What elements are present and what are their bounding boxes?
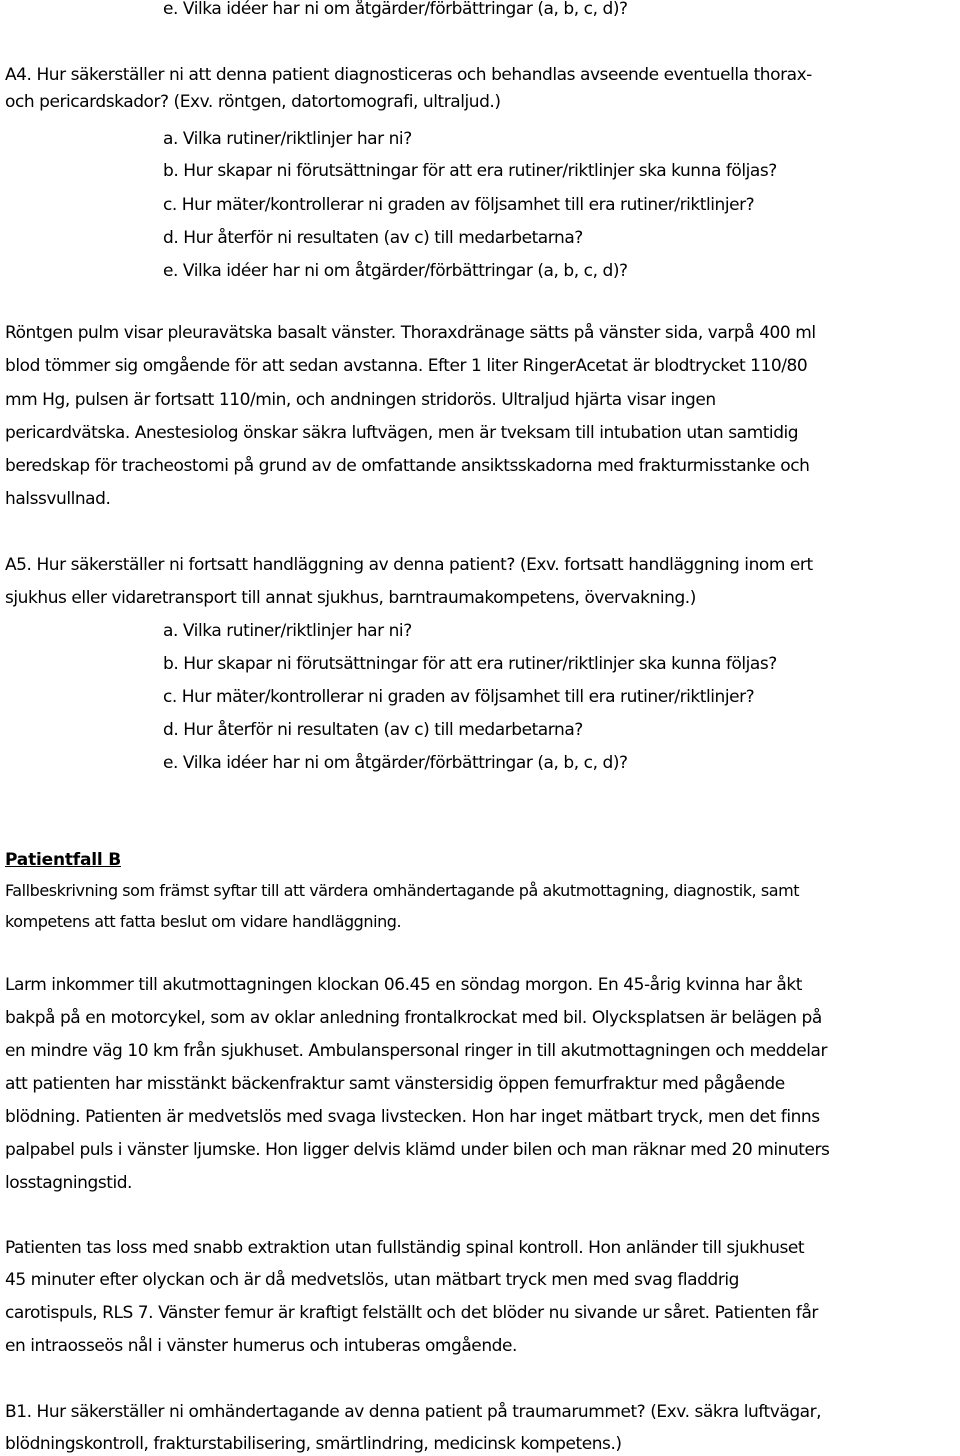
case-paragraph-line: en mindre väg 10 km från sjukhuset. Ambulanspersonal ringer in till akutmottagningen och meddelar: [5, 1041, 828, 1061]
question-a5e: e. Vilka idéer har ni om åtgärder/förbättringar (a, b, c, d)?: [163, 753, 628, 773]
question-a5-line-1: A5. Hur säkerställer ni fortsatt handläggning av denna patient? (Exv. fortsatt handläggning inom ert: [5, 555, 813, 575]
case-paragraph-line: halssvullnad.: [5, 489, 111, 509]
case-paragraph-line: att patienten har misstänkt bäckenfraktur samt vänstersidig öppen femurfraktur med pågående: [5, 1074, 785, 1094]
question-a4d: d. Hur återför ni resultaten (av c) till medarbetarna?: [163, 228, 583, 248]
case-paragraph-line: blödning. Patienten är medvetslös med svaga livstecken. Hon har inget mätbart tryck, men det finns: [5, 1107, 820, 1127]
question-a4-line-1: A4. Hur säkerställer ni att denna patient diagnosticeras och behandlas avseende eventuella thorax-: [5, 65, 812, 85]
case-description-line: Fallbeskrivning som främst syftar till att värdera omhändertagande på akutmottagning, diagnostik, samt: [5, 881, 800, 900]
case-paragraph-line: mm Hg, pulsen är fortsatt 110/min, och andningen stridorös. Ultraljud hjärta visar ingen: [5, 390, 716, 410]
case-paragraph-line: palpabel puls i vänster ljumske. Hon ligger delvis klämd under bilen och man räknar med 20 minuters: [5, 1140, 830, 1160]
section-heading-patientfall-b: Patientfall B: [5, 850, 121, 870]
question-a4a: a. Vilka rutiner/riktlinjer har ni?: [163, 129, 412, 149]
case-paragraph-line: carotispuls, RLS 7. Vänster femur är kraftigt felställt och det blöder nu sivande ur såret. Patienten får: [5, 1303, 818, 1323]
case-paragraph-line: beredskap för tracheostomi på grund av de omfattande ansiktsskadorna med frakturmisstanke och: [5, 456, 810, 476]
question-a4e: e. Vilka idéer har ni om åtgärder/förbättringar (a, b, c, d)?: [163, 261, 628, 281]
question-b1-line-1: B1. Hur säkerställer ni omhändertagande av denna patient på traumarummet? (Exv. säkra luftvägar,: [5, 1402, 822, 1422]
case-paragraph-line: bakpå på en motorcykel, som av oklar anledning frontalkrockat med bil. Olycksplatsen är belägen på: [5, 1008, 822, 1028]
case-paragraph-line: 45 minuter efter olyckan och är då medvetslös, utan mätbart tryck men med svag fladdrig: [5, 1270, 739, 1290]
question-a4-line-2: och pericardskador? (Exv. röntgen, datortomografi, ultraljud.): [5, 92, 501, 112]
question-a5-line-2: sjukhus eller vidaretransport till annat sjukhus, barntraumakompetens, övervakning.): [5, 588, 696, 608]
case-paragraph-line: blod tömmer sig omgående för att sedan avstanna. Efter 1 liter RingerAcetat är blodtrycket 110/80: [5, 356, 808, 376]
question-a4b: b. Hur skapar ni förutsättningar för att era rutiner/riktlinjer ska kunna följas?: [163, 161, 777, 181]
question-a3e: e. Vilka idéer har ni om åtgärder/förbättringar (a, b, c, d)?: [163, 0, 628, 19]
case-paragraph-line: en intraosseös nål i vänster humerus och intuberas omgående.: [5, 1336, 517, 1356]
question-a5c: c. Hur mäter/kontrollerar ni graden av följsamhet till era rutiner/riktlinjer?: [163, 687, 755, 707]
question-b1-line-2: blödningskontroll, frakturstabilisering, smärtlindring, medicinsk kompetens.): [5, 1434, 622, 1454]
case-paragraph-line: pericardvätska. Anestesiolog önskar säkra luftvägen, men är tveksam till intubation utan samtidig: [5, 423, 799, 443]
case-paragraph-line: Röntgen pulm visar pleuravätska basalt vänster. Thoraxdränage sätts på vänster sida, varpå 400 ml: [5, 323, 816, 343]
case-paragraph-line: Larm inkommer till akutmottagningen klockan 06.45 en söndag morgon. En 45-årig kvinna har åkt: [5, 975, 802, 995]
case-paragraph-line: Patienten tas loss med snabb extraktion utan fullständig spinal kontroll. Hon anländer till sjukhuset: [5, 1238, 805, 1258]
question-a5b: b. Hur skapar ni förutsättningar för att era rutiner/riktlinjer ska kunna följas?: [163, 654, 777, 674]
question-a5d: d. Hur återför ni resultaten (av c) till medarbetarna?: [163, 720, 583, 740]
case-paragraph-line: losstagningstid.: [5, 1173, 133, 1193]
question-a4c: c. Hur mäter/kontrollerar ni graden av följsamhet till era rutiner/riktlinjer?: [163, 195, 755, 215]
case-description-line: kompetens att fatta beslut om vidare handläggning.: [5, 912, 402, 931]
question-a5a: a. Vilka rutiner/riktlinjer har ni?: [163, 621, 412, 641]
